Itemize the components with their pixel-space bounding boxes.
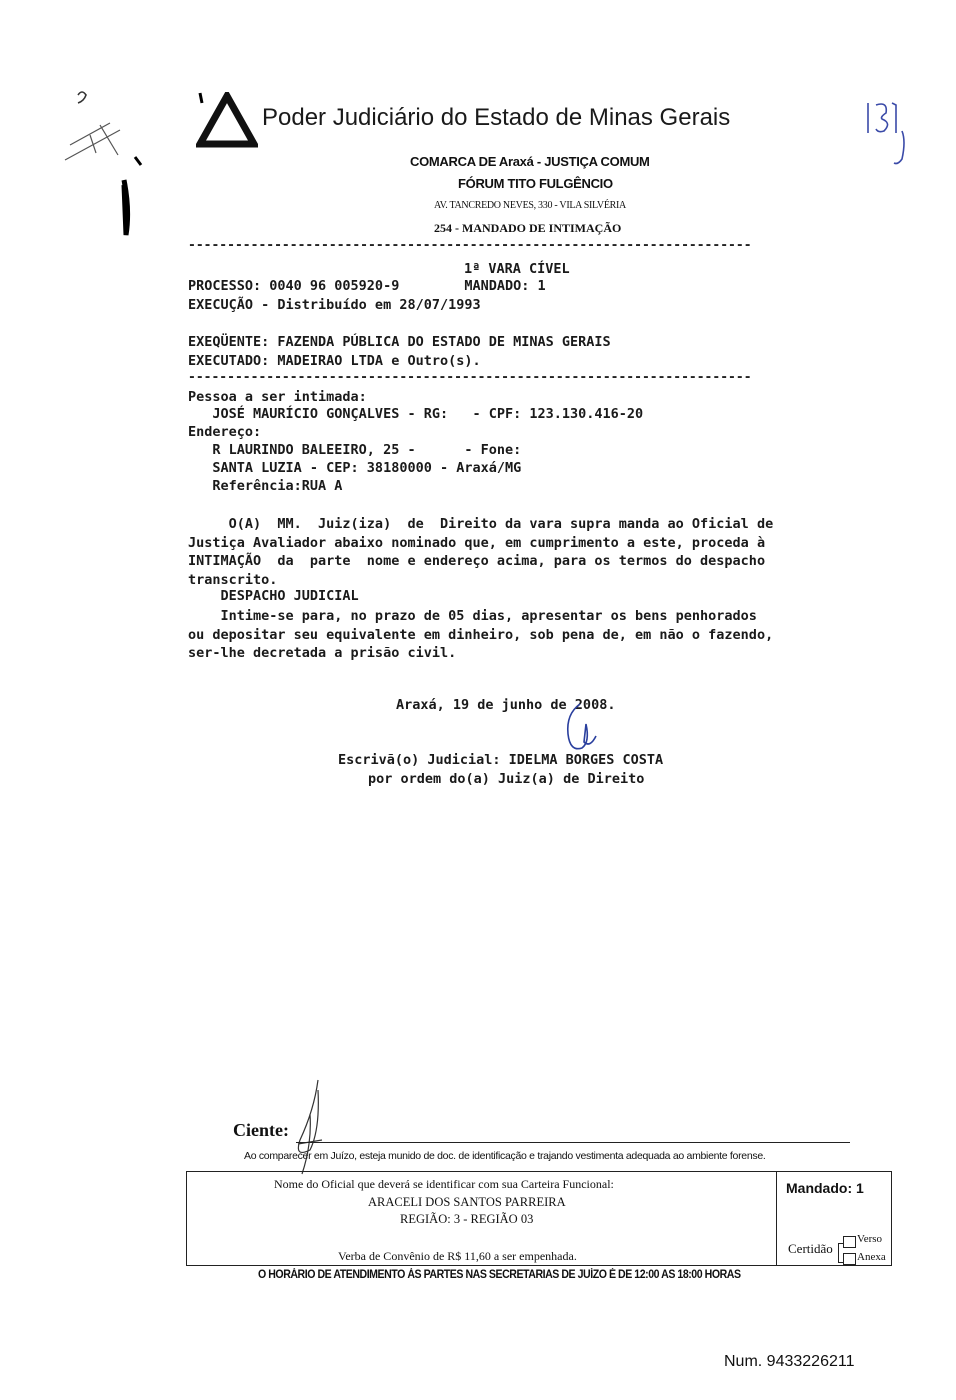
oficial-box-divider — [776, 1171, 777, 1266]
exequente-line: EXEQÜENTE: FAZENDA PÚBLICA DO ESTADO DE MINAS GERAIS — [188, 334, 611, 350]
pessoa-nome: JOSÉ MAURÍCIO GONÇALVES - RG: - CPF: 123.130.416-20 — [188, 406, 644, 422]
date-line: Araxá, 19 de junho de 2008. — [396, 697, 616, 713]
oficial-nome: ARACELI DOS SANTOS PARREIRA — [368, 1195, 566, 1209]
forum-line: FÓRUM TITO FULGÊNCIO — [458, 176, 613, 191]
oficial-label: Nome do Oficial que deverá se identificar com sua Carteira Funcional: — [274, 1177, 614, 1191]
mandado-number: Mandado: 1 — [786, 1180, 864, 1196]
anexa-label: Anexa — [857, 1251, 886, 1263]
executado-line: EXECUTADO: MADEIRAO LTDA e Outro(s). — [188, 353, 481, 369]
ciente-label: Ciente: — [233, 1120, 289, 1140]
pessoa-heading: Pessoa a ser intimada: — [188, 389, 367, 405]
ordem-line: por ordem do(a) Juiz(a) de Direito — [368, 771, 645, 787]
anexa-checkbox[interactable] — [843, 1253, 856, 1265]
verba-line: Verba de Convênio de R$ 11,60 a ser empenhada. — [338, 1249, 577, 1263]
court-logo-icon — [196, 92, 258, 148]
vara-heading: 1ª VARA CÍVEL — [464, 261, 570, 277]
execucao-line: EXECUÇÃO - Distribuído em 28/07/1993 — [188, 297, 481, 313]
comarca-line: COMARCA DE Araxá - JUSTIÇA COMUM — [410, 154, 650, 169]
separator-middle: ------------------------------------------------------------------------ — [188, 370, 752, 385]
address-line: AV. TANCREDO NEVES, 330 - VILA SILVÉRIA — [434, 200, 626, 211]
handwritten-folio-number — [862, 95, 912, 175]
escrivao-line: Escrivã(o) Judicial: IDELMA BORGES COSTA — [338, 752, 664, 768]
handwritten-initial-signature — [560, 700, 600, 760]
verso-checkbox[interactable] — [843, 1236, 856, 1248]
regiao-line: REGIÃO: 3 - REGIÃO 03 — [400, 1212, 534, 1226]
endereco-line-2: SANTA LUZIA - CEP: 38180000 - Araxá/MG — [188, 460, 522, 476]
processo-line: PROCESSO: 0040 96 005920-9 MANDADO: 1 — [188, 278, 546, 294]
verso-label: Verso — [857, 1233, 883, 1245]
aviso-forense: Ao comparecer em Juízo, esteja munido de doc. de identificação e trajando vestimenta adequada ao ambiente forense. — [244, 1150, 766, 1162]
handwritten-annotation-top-left — [60, 85, 170, 245]
despacho-text: Intime-se para, no prazo de 05 dias, apresentar os bens penhorados ou depositar seu equivalente em dinheiro, sob pena de, em não o fazendo, ser-lhe decretada a prisão civil. — [188, 608, 774, 661]
certidao-label: Certidão — [788, 1241, 833, 1256]
despacho-label: DESPACHO JUDICIAL — [188, 588, 359, 604]
ciente-signature-line — [296, 1142, 850, 1143]
court-title: Poder Judiciário do Estado de Minas Gerais — [262, 104, 731, 131]
page-id: Num. 9433226211 — [724, 1353, 855, 1370]
mandado-type: 254 - MANDADO DE INTIMAÇÃO — [434, 221, 622, 235]
separator-top: ------------------------------------------------------------------------ — [188, 238, 752, 253]
endereco-line-1: R LAURINDO BALEEIRO, 25 - - Fone: — [188, 442, 522, 458]
body-paragraph: O(A) MM. Juiz(iza) de Direito da vara supra manda ao Oficial de Justiça Avaliador abaixo nominado que, em cumprimento a este, proceda à INTIMAÇÃO da parte nome e endereço acima, para os termos do despacho transcrito. — [188, 516, 774, 588]
handwritten-ciente-signature — [280, 1074, 340, 1184]
referencia-line: Referência:RUA A — [188, 478, 343, 494]
horario-notice: O HORÁRIO DE ATENDIMENTO ÀS PARTES NAS SECRETARIAS DE JUÍZO É DE 12:00 AS 18:00 HORAS — [258, 1269, 741, 1281]
endereco-label: Endereço: — [188, 424, 262, 440]
